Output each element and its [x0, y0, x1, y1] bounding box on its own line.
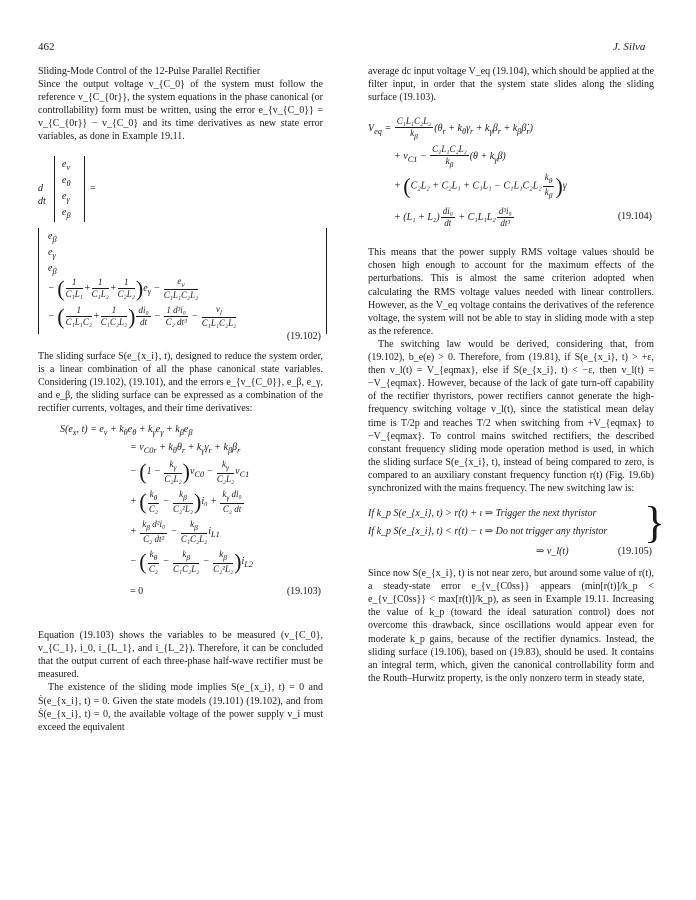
right-para-4: Since now S(e_{x_i}, t) is not near zero, but around some value of r(t), a steady-state error e_{v_{C0ss}} appears (min[r(t)]/k_p < e_{v_{C0ss}} < max[r(t)]/k_p), as seen in Example 19.11. Increasing the value of k_p (toward the ideal saturation control) does not overcome this drawback, since oscillations would appear even for moderate k_p gains, because of the rectifier dynamics. Instead, the sliding surface (19.106), based on (19.83), should be used. It contains an integral term, which, given the canonical controllability form and the Routh–Hurwitz property, is the only nonzero term in steady state,	[368, 568, 654, 684]
left-para-3: Equation (19.103) shows the variables to be measured (v_{C_0}, v_{C_1}, i_0, i_{L_1}, and i_{L_2}). Therefore, it can be concluded that the output current of each three-phase half-wave rectifier must be measured.	[38, 630, 323, 681]
equation-19-102: d dt $e_v$ $e_\theta$ $e_\gamma$ $e_\beta$ = $e_\beta$ $e_\gamma$ $e_\beta$ − ( $\frac{1}{\text{C₁L₁}}$ + $\frac{1}{\text{C₁L₂}}$ + $\frac{1}{\text{C₂L₂}}$ )$e_\gamma$ − $\frac{e_v}{\text{C₁L₁C₂L₂}}$ − ( $\frac{1}{\text{C₁L₁C₂}}$ + $\frac{1}{\text{C₁C₂L₂}}$ ) $\frac{\text{di₀}}{dt}$ − $\frac{\text{1 d³i₀}}{\text{C₂ dt³}}$ − $\frac{v_l}{\text{C₁L₁C₂L₂}}$ (19.102)	[38, 152, 323, 342]
left-column	[38, 65, 323, 734]
right-para-3: The switching law would be derived, considering that, from (19.102), b_e(e) > 0. Therefore, from (19.81), if S(e_{x_i}, t) > +ε, then v_l(t) = V_{eqmax}, else if S(e_{x_i}, t) < −ε, then v_l(t) = −V_{eqmax}. However, because of the lack of gate turn-off capability of the rectifier thyristors, power rectifiers cannot generate the high-frequency switching voltage v_l(t), since the statistical mean delay time is T/2p and reaches T/2 when switching from +V_{eqmax} to −V_{eqmax}. To control mains switched rectifiers, the described constant frequency sliding mode operation method is used, in which the sliding surface S(e_{x_i}, t), instead of being compared to zero, is compared to an auxiliary constant frequency function r(t) (Fig. 19.6b) synchronized with the mains frequency. The new switching law is:	[368, 338, 654, 494]
law-line-1: If k_p S(e_{x_i}, t) > r(t) + ι ⇒ Trigger the next thyristor	[368, 508, 597, 520]
eq-103-label: (19.103)	[286, 586, 321, 598]
left-para-1: Since the output voltage v_{C_0} of the system must follow the reference v_{C_{0r}}, the system equations in the phase canonical (or controllability) form must be written, using the error e_{v_{C_0}} = v_{C_{0r}} − v_{C_0} and its time derivatives as new state error variables, as done in Example 19.11.	[38, 79, 323, 143]
right-column	[368, 65, 666, 685]
law-result: ⇒ v_l(t)	[536, 546, 569, 558]
right-para-1: average dc input voltage V_eq (19.104), which should be applied at the filter input, in order that the system state slides along the sliding surface (19.103).	[368, 66, 654, 104]
page-number: 462	[38, 41, 55, 53]
eq-104-label: (19.104)	[617, 211, 652, 223]
equation-19-103: $S(e_x$, $t) = e_v + k_\theta e_\theta + k_\gamma e_\gamma + k_\beta e_\beta$ = $v_{C0r} + k_\theta\theta_r + k_\gamma\gamma_r + k_\beta\beta_r$ − (1 − $\frac{k_\gamma}{\text{C₂L₂}}$ )$v_{C0}$ − $\frac{k_\gamma}{\text{C₂L₂}}$ $v_{C1}$ + ( $\frac{k_\theta}{\text{C₂}}$ − $\frac{k_\beta}{\text{C₂²L₂}}$ )i₀ + $\frac{k_\gamma di_0}{\text{C₂ dt}}$ + $\frac{k_\beta d^2i_0}{\text{C₂ dt²}}$ − $\frac{k_\beta}{\text{C₁C₂L₂}}$ $i_{L1}$ − ( $\frac{k_\theta}{\text{C₂}}$ − $\frac{k_\beta}{\text{C₁C₂L₂}}$ − $\frac{k_\beta}{\text{C₂²L₂}}$ )$i_{L2}$ = 0 (19.103)	[60, 424, 321, 598]
eq-102-label: (19.102)	[286, 330, 321, 342]
eq-105-label: (19.105)	[617, 546, 652, 558]
law-line-2: If k_p S(e_{x_i}, t) < r(t) − ι ⇒ Do not trigger any thyristor	[368, 526, 608, 538]
left-para-4: The existence of the sliding mode implies S(e_{x_i}, t) = 0 and Ṡ(e_{x_i}, t) = 0. Given the state models (19.101) (19.102), and from Ṡ(e_{x_i}, t) = 0, the available voltage of the power supply v_i must exceed the equivalent	[38, 682, 323, 733]
right-para-2: This means that the power supply RMS voltage values should be chosen high enough to account for the maximum effects of the perturbations. This is almost the same criterion adopted when calculating the RMS voltage values needed with linear controllers. However, as the V_eq voltage contains the derivatives of the reference voltage, the system will not be able to stay in sliding mode with a step as the reference.	[368, 247, 654, 337]
section-title: Sliding-Mode Control of the 12-Pulse Parallel Rectifier	[38, 66, 261, 77]
running-head: J. Silva	[613, 41, 646, 53]
left-para-2: The sliding surface S(e_{x_i}, t), designed to reduce the system order, is a linear combination of all the phase canonical state variables. Considering (19.102), (19.101), and the errors e_{v_{C_0}}, e_β, e_γ, and e_β, the sliding surface can be expressed as a combination of the rectifier currents, voltages, and their time derivatives:	[38, 350, 323, 414]
switching-law: If k_p S(e_{x_i}, t) > r(t) + ι ⇒ Trigger the next thyristor If k_p S(e_{x_i}, t) < r(t) − ι ⇒ Do not trigger any thyristor } ⇒ v_l(t) (19.105)	[368, 498, 666, 558]
equation-19-104: $V_{eq}$ = $\frac{\text{C₁L₁C₂L₂}}{k_\beta}$ ($\theta_r + k_\theta\gamma_r + k_\gamma\beta_r$ + $k_\beta\betȧ_r$) + $v_{C1}$ − $\frac{\text{C₁L₁C₂L₂}}{k_\beta}$ $(\theta + k_\gamma\beta)$ + (C₂L₂ + C₂L₁ + C₁L₁ − C₁L₁C₂L₂ $\frac{k_\theta}{k_\beta}$ )γ + (L₁ + L₂) $\frac{\text{di₀}}{dt}$ + C₁L₁L₂ $\frac{\text{d³i₀}}{\text{dt³}}$ (19.104)	[368, 116, 652, 229]
